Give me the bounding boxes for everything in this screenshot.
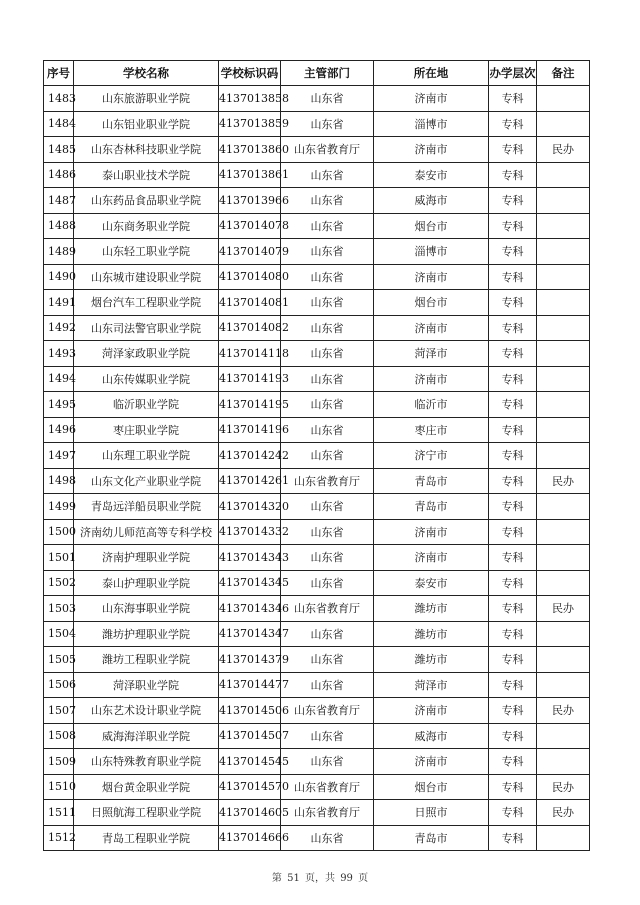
cell-remarks: 民办 (537, 774, 590, 800)
table-row (44, 315, 590, 341)
cell-location: 潍坊市 (374, 621, 489, 647)
cell-level: 专科 (489, 290, 537, 316)
cell-school-code: 4137014506 (219, 698, 281, 724)
cell-school-name: 山东商务职业学院 (74, 213, 219, 239)
cell-location: 泰安市 (374, 162, 489, 188)
cell-serial: 1488 (44, 213, 74, 239)
cell-school-name: 临沂职业学院 (74, 392, 219, 418)
cell-school-code: 4137014332 (219, 519, 281, 545)
cell-level: 专科 (489, 341, 537, 367)
cell-remarks: 民办 (537, 698, 590, 724)
cell-serial: 1503 (44, 596, 74, 622)
cell-serial: 1491 (44, 290, 74, 316)
table-row (44, 162, 590, 188)
cell-remarks (537, 213, 590, 239)
cell-level: 专科 (489, 570, 537, 596)
cell-level: 专科 (489, 417, 537, 443)
table-row (44, 417, 590, 443)
cell-school-code: 4137014080 (219, 264, 281, 290)
cell-level: 专科 (489, 519, 537, 545)
table-row (44, 672, 590, 698)
cell-department: 山东省 (281, 111, 374, 137)
cell-remarks (537, 341, 590, 367)
cell-location: 潍坊市 (374, 596, 489, 622)
cell-level: 专科 (489, 774, 537, 800)
table-row (44, 468, 590, 494)
header-remarks: 备注 (537, 61, 590, 86)
cell-location: 济南市 (374, 545, 489, 571)
cell-school-name: 山东杏林科技职业学院 (74, 137, 219, 163)
cell-serial: 1509 (44, 749, 74, 775)
cell-serial: 1507 (44, 698, 74, 724)
cell-location: 济南市 (374, 137, 489, 163)
cell-remarks (537, 519, 590, 545)
cell-department: 山东省 (281, 213, 374, 239)
cell-serial: 1508 (44, 723, 74, 749)
table-row (44, 723, 590, 749)
cell-department: 山东省教育厅 (281, 774, 374, 800)
table-row (44, 86, 590, 112)
cell-serial: 1512 (44, 825, 74, 851)
cell-remarks (537, 570, 590, 596)
cell-serial: 1510 (44, 774, 74, 800)
cell-school-code: 4137013861 (219, 162, 281, 188)
cell-department: 山东省教育厅 (281, 596, 374, 622)
cell-school-name: 山东传媒职业学院 (74, 366, 219, 392)
cell-serial: 1502 (44, 570, 74, 596)
cell-school-name: 山东药品食品职业学院 (74, 188, 219, 214)
cell-serial: 1504 (44, 621, 74, 647)
cell-school-name: 青岛远洋船员职业学院 (74, 494, 219, 520)
cell-school-name: 潍坊护理职业学院 (74, 621, 219, 647)
school-list-table (43, 60, 590, 851)
table-row (44, 188, 590, 214)
cell-school-name: 泰山职业技术学院 (74, 162, 219, 188)
table-row (44, 264, 590, 290)
cell-department: 山东省 (281, 723, 374, 749)
cell-department: 山东省教育厅 (281, 468, 374, 494)
cell-school-name: 烟台汽车工程职业学院 (74, 290, 219, 316)
cell-serial: 1485 (44, 137, 74, 163)
cell-school-name: 枣庄职业学院 (74, 417, 219, 443)
cell-level: 专科 (489, 749, 537, 775)
table-row (44, 392, 590, 418)
header-location: 所在地 (374, 61, 489, 86)
cell-location: 潍坊市 (374, 647, 489, 673)
cell-department: 山东省 (281, 825, 374, 851)
cell-serial: 1501 (44, 545, 74, 571)
cell-location: 威海市 (374, 723, 489, 749)
cell-level: 专科 (489, 672, 537, 698)
cell-department: 山东省 (281, 264, 374, 290)
cell-school-code: 4137014477 (219, 672, 281, 698)
cell-location: 青岛市 (374, 494, 489, 520)
cell-remarks (537, 825, 590, 851)
cell-location: 烟台市 (374, 774, 489, 800)
cell-location: 烟台市 (374, 290, 489, 316)
cell-school-name: 菏泽职业学院 (74, 672, 219, 698)
footer-total-pages: 99 (340, 873, 353, 884)
table-row (44, 137, 590, 163)
cell-school-code: 4137013860 (219, 137, 281, 163)
cell-school-code: 4137014507 (219, 723, 281, 749)
header-department: 主管部门 (281, 61, 374, 86)
cell-location: 日照市 (374, 800, 489, 826)
cell-location: 济南市 (374, 264, 489, 290)
cell-serial: 1484 (44, 111, 74, 137)
cell-school-name: 烟台黄金职业学院 (74, 774, 219, 800)
cell-school-code: 4137014195 (219, 392, 281, 418)
cell-level: 专科 (489, 137, 537, 163)
cell-remarks (537, 443, 590, 469)
table-row (44, 290, 590, 316)
table-row (44, 647, 590, 673)
cell-school-name: 青岛工程职业学院 (74, 825, 219, 851)
header-serial: 序号 (44, 61, 74, 86)
table-row (44, 800, 590, 826)
cell-school-name: 山东旅游职业学院 (74, 86, 219, 112)
cell-location: 淄博市 (374, 239, 489, 265)
cell-serial: 1499 (44, 494, 74, 520)
cell-remarks (537, 672, 590, 698)
cell-school-name: 山东司法警官职业学院 (74, 315, 219, 341)
cell-location: 威海市 (374, 188, 489, 214)
cell-school-name: 山东理工职业学院 (74, 443, 219, 469)
cell-level: 专科 (489, 188, 537, 214)
cell-level: 专科 (489, 825, 537, 851)
cell-remarks (537, 162, 590, 188)
table-row (44, 213, 590, 239)
cell-department: 山东省 (281, 443, 374, 469)
cell-school-code: 4137014545 (219, 749, 281, 775)
table-body (44, 86, 590, 851)
cell-school-code: 4137014345 (219, 570, 281, 596)
cell-school-code: 4137014379 (219, 647, 281, 673)
cell-level: 专科 (489, 162, 537, 188)
cell-serial: 1498 (44, 468, 74, 494)
cell-location: 泰安市 (374, 570, 489, 596)
cell-serial: 1506 (44, 672, 74, 698)
cell-department: 山东省 (281, 392, 374, 418)
cell-location: 淄博市 (374, 111, 489, 137)
cell-department: 山东省 (281, 749, 374, 775)
cell-department: 山东省 (281, 545, 374, 571)
cell-school-code: 4137014343 (219, 545, 281, 571)
cell-school-name: 济南幼儿师范高等专科学校 (74, 519, 219, 545)
cell-level: 专科 (489, 392, 537, 418)
cell-serial: 1505 (44, 647, 74, 673)
cell-level: 专科 (489, 264, 537, 290)
table-row (44, 111, 590, 137)
cell-level: 专科 (489, 800, 537, 826)
cell-location: 青岛市 (374, 468, 489, 494)
cell-level: 专科 (489, 366, 537, 392)
footer-prefix: 第 (271, 873, 282, 884)
table-row (44, 494, 590, 520)
cell-school-code: 4137014193 (219, 366, 281, 392)
cell-remarks (537, 290, 590, 316)
cell-school-code: 4137014082 (219, 315, 281, 341)
table-row (44, 596, 590, 622)
cell-remarks (537, 494, 590, 520)
table-row (44, 621, 590, 647)
cell-department: 山东省 (281, 188, 374, 214)
cell-remarks (537, 264, 590, 290)
table-row (44, 239, 590, 265)
cell-school-name: 山东城市建设职业学院 (74, 264, 219, 290)
cell-level: 专科 (489, 621, 537, 647)
cell-remarks (537, 723, 590, 749)
cell-school-code: 4137014118 (219, 341, 281, 367)
cell-school-name: 济南护理职业学院 (74, 545, 219, 571)
cell-school-code: 4137014666 (219, 825, 281, 851)
cell-remarks (537, 188, 590, 214)
cell-department: 山东省 (281, 672, 374, 698)
cell-level: 专科 (489, 698, 537, 724)
cell-remarks (537, 111, 590, 137)
cell-department: 山东省 (281, 494, 374, 520)
cell-school-code: 4137014605 (219, 800, 281, 826)
table-row (44, 545, 590, 571)
cell-school-name: 日照航海工程职业学院 (74, 800, 219, 826)
cell-level: 专科 (489, 239, 537, 265)
cell-serial: 1492 (44, 315, 74, 341)
footer-page-number: 51 (287, 873, 300, 884)
cell-level: 专科 (489, 723, 537, 749)
cell-remarks (537, 392, 590, 418)
cell-department: 山东省 (281, 570, 374, 596)
cell-serial: 1496 (44, 417, 74, 443)
cell-school-name: 山东文化产业职业学院 (74, 468, 219, 494)
cell-school-code: 4137014570 (219, 774, 281, 800)
cell-school-name: 泰山护理职业学院 (74, 570, 219, 596)
cell-level: 专科 (489, 86, 537, 112)
cell-location: 青岛市 (374, 825, 489, 851)
cell-school-name: 山东铝业职业学院 (74, 111, 219, 137)
cell-school-name: 山东海事职业学院 (74, 596, 219, 622)
cell-serial: 1494 (44, 366, 74, 392)
cell-location: 济宁市 (374, 443, 489, 469)
cell-school-name: 威海海洋职业学院 (74, 723, 219, 749)
cell-serial: 1489 (44, 239, 74, 265)
cell-school-name: 山东特殊教育职业学院 (74, 749, 219, 775)
cell-school-code: 4137013858 (219, 86, 281, 112)
cell-school-code: 4137014320 (219, 494, 281, 520)
cell-remarks (537, 315, 590, 341)
cell-department: 山东省 (281, 417, 374, 443)
cell-serial: 1500 (44, 519, 74, 545)
cell-location: 枣庄市 (374, 417, 489, 443)
cell-remarks (537, 366, 590, 392)
cell-school-name: 菏泽家政职业学院 (74, 341, 219, 367)
cell-school-code: 4137014261 (219, 468, 281, 494)
cell-department: 山东省 (281, 315, 374, 341)
cell-level: 专科 (489, 647, 537, 673)
cell-serial: 1495 (44, 392, 74, 418)
cell-level: 专科 (489, 443, 537, 469)
table-row (44, 366, 590, 392)
table-row (44, 698, 590, 724)
cell-serial: 1483 (44, 86, 74, 112)
cell-remarks: 民办 (537, 137, 590, 163)
header-school-code: 学校标识码 (219, 61, 281, 86)
page-footer (0, 869, 640, 884)
cell-location: 烟台市 (374, 213, 489, 239)
footer-mid: 页，共 (305, 873, 335, 884)
cell-school-code: 4137013859 (219, 111, 281, 137)
table-row (44, 443, 590, 469)
cell-remarks (537, 545, 590, 571)
cell-level: 专科 (489, 545, 537, 571)
cell-level: 专科 (489, 494, 537, 520)
cell-department: 山东省 (281, 647, 374, 673)
cell-department: 山东省 (281, 239, 374, 265)
cell-serial: 1490 (44, 264, 74, 290)
cell-serial: 1511 (44, 800, 74, 826)
cell-department: 山东省教育厅 (281, 137, 374, 163)
cell-remarks: 民办 (537, 596, 590, 622)
cell-location: 济南市 (374, 86, 489, 112)
cell-school-name: 山东艺术设计职业学院 (74, 698, 219, 724)
cell-school-code: 4137014347 (219, 621, 281, 647)
cell-location: 济南市 (374, 519, 489, 545)
cell-department: 山东省 (281, 366, 374, 392)
cell-remarks (537, 621, 590, 647)
cell-level: 专科 (489, 596, 537, 622)
cell-level: 专科 (489, 315, 537, 341)
cell-department: 山东省教育厅 (281, 698, 374, 724)
cell-level: 专科 (489, 468, 537, 494)
table-row (44, 570, 590, 596)
cell-school-code: 4137014196 (219, 417, 281, 443)
cell-remarks: 民办 (537, 800, 590, 826)
header-level: 办学层次 (489, 61, 537, 86)
cell-location: 济南市 (374, 366, 489, 392)
cell-school-code: 4137013966 (219, 188, 281, 214)
table-row (44, 341, 590, 367)
cell-serial: 1487 (44, 188, 74, 214)
cell-remarks: 民办 (537, 468, 590, 494)
cell-remarks (537, 86, 590, 112)
cell-remarks (537, 239, 590, 265)
cell-remarks (537, 749, 590, 775)
cell-school-code: 4137014081 (219, 290, 281, 316)
cell-school-name: 山东轻工职业学院 (74, 239, 219, 265)
cell-school-code: 4137014242 (219, 443, 281, 469)
cell-department: 山东省 (281, 162, 374, 188)
cell-serial: 1493 (44, 341, 74, 367)
cell-department: 山东省 (281, 86, 374, 112)
cell-level: 专科 (489, 213, 537, 239)
cell-serial: 1497 (44, 443, 74, 469)
cell-location: 济南市 (374, 749, 489, 775)
table-row (44, 774, 590, 800)
footer-suffix: 页 (358, 873, 369, 884)
table-header-row (44, 61, 590, 86)
cell-remarks (537, 417, 590, 443)
cell-location: 菏泽市 (374, 341, 489, 367)
cell-school-code: 4137014346 (219, 596, 281, 622)
cell-location: 临沂市 (374, 392, 489, 418)
header-school-name: 学校名称 (74, 61, 219, 86)
cell-serial: 1486 (44, 162, 74, 188)
cell-remarks (537, 647, 590, 673)
cell-department: 山东省 (281, 290, 374, 316)
table-row (44, 749, 590, 775)
table-row (44, 825, 590, 851)
cell-department: 山东省 (281, 341, 374, 367)
cell-location: 菏泽市 (374, 672, 489, 698)
table-row (44, 519, 590, 545)
cell-school-name: 潍坊工程职业学院 (74, 647, 219, 673)
cell-location: 济南市 (374, 315, 489, 341)
cell-location: 济南市 (374, 698, 489, 724)
cell-school-code: 4137014078 (219, 213, 281, 239)
cell-department: 山东省 (281, 621, 374, 647)
cell-department: 山东省 (281, 519, 374, 545)
cell-school-code: 4137014079 (219, 239, 281, 265)
cell-level: 专科 (489, 111, 537, 137)
cell-department: 山东省教育厅 (281, 800, 374, 826)
